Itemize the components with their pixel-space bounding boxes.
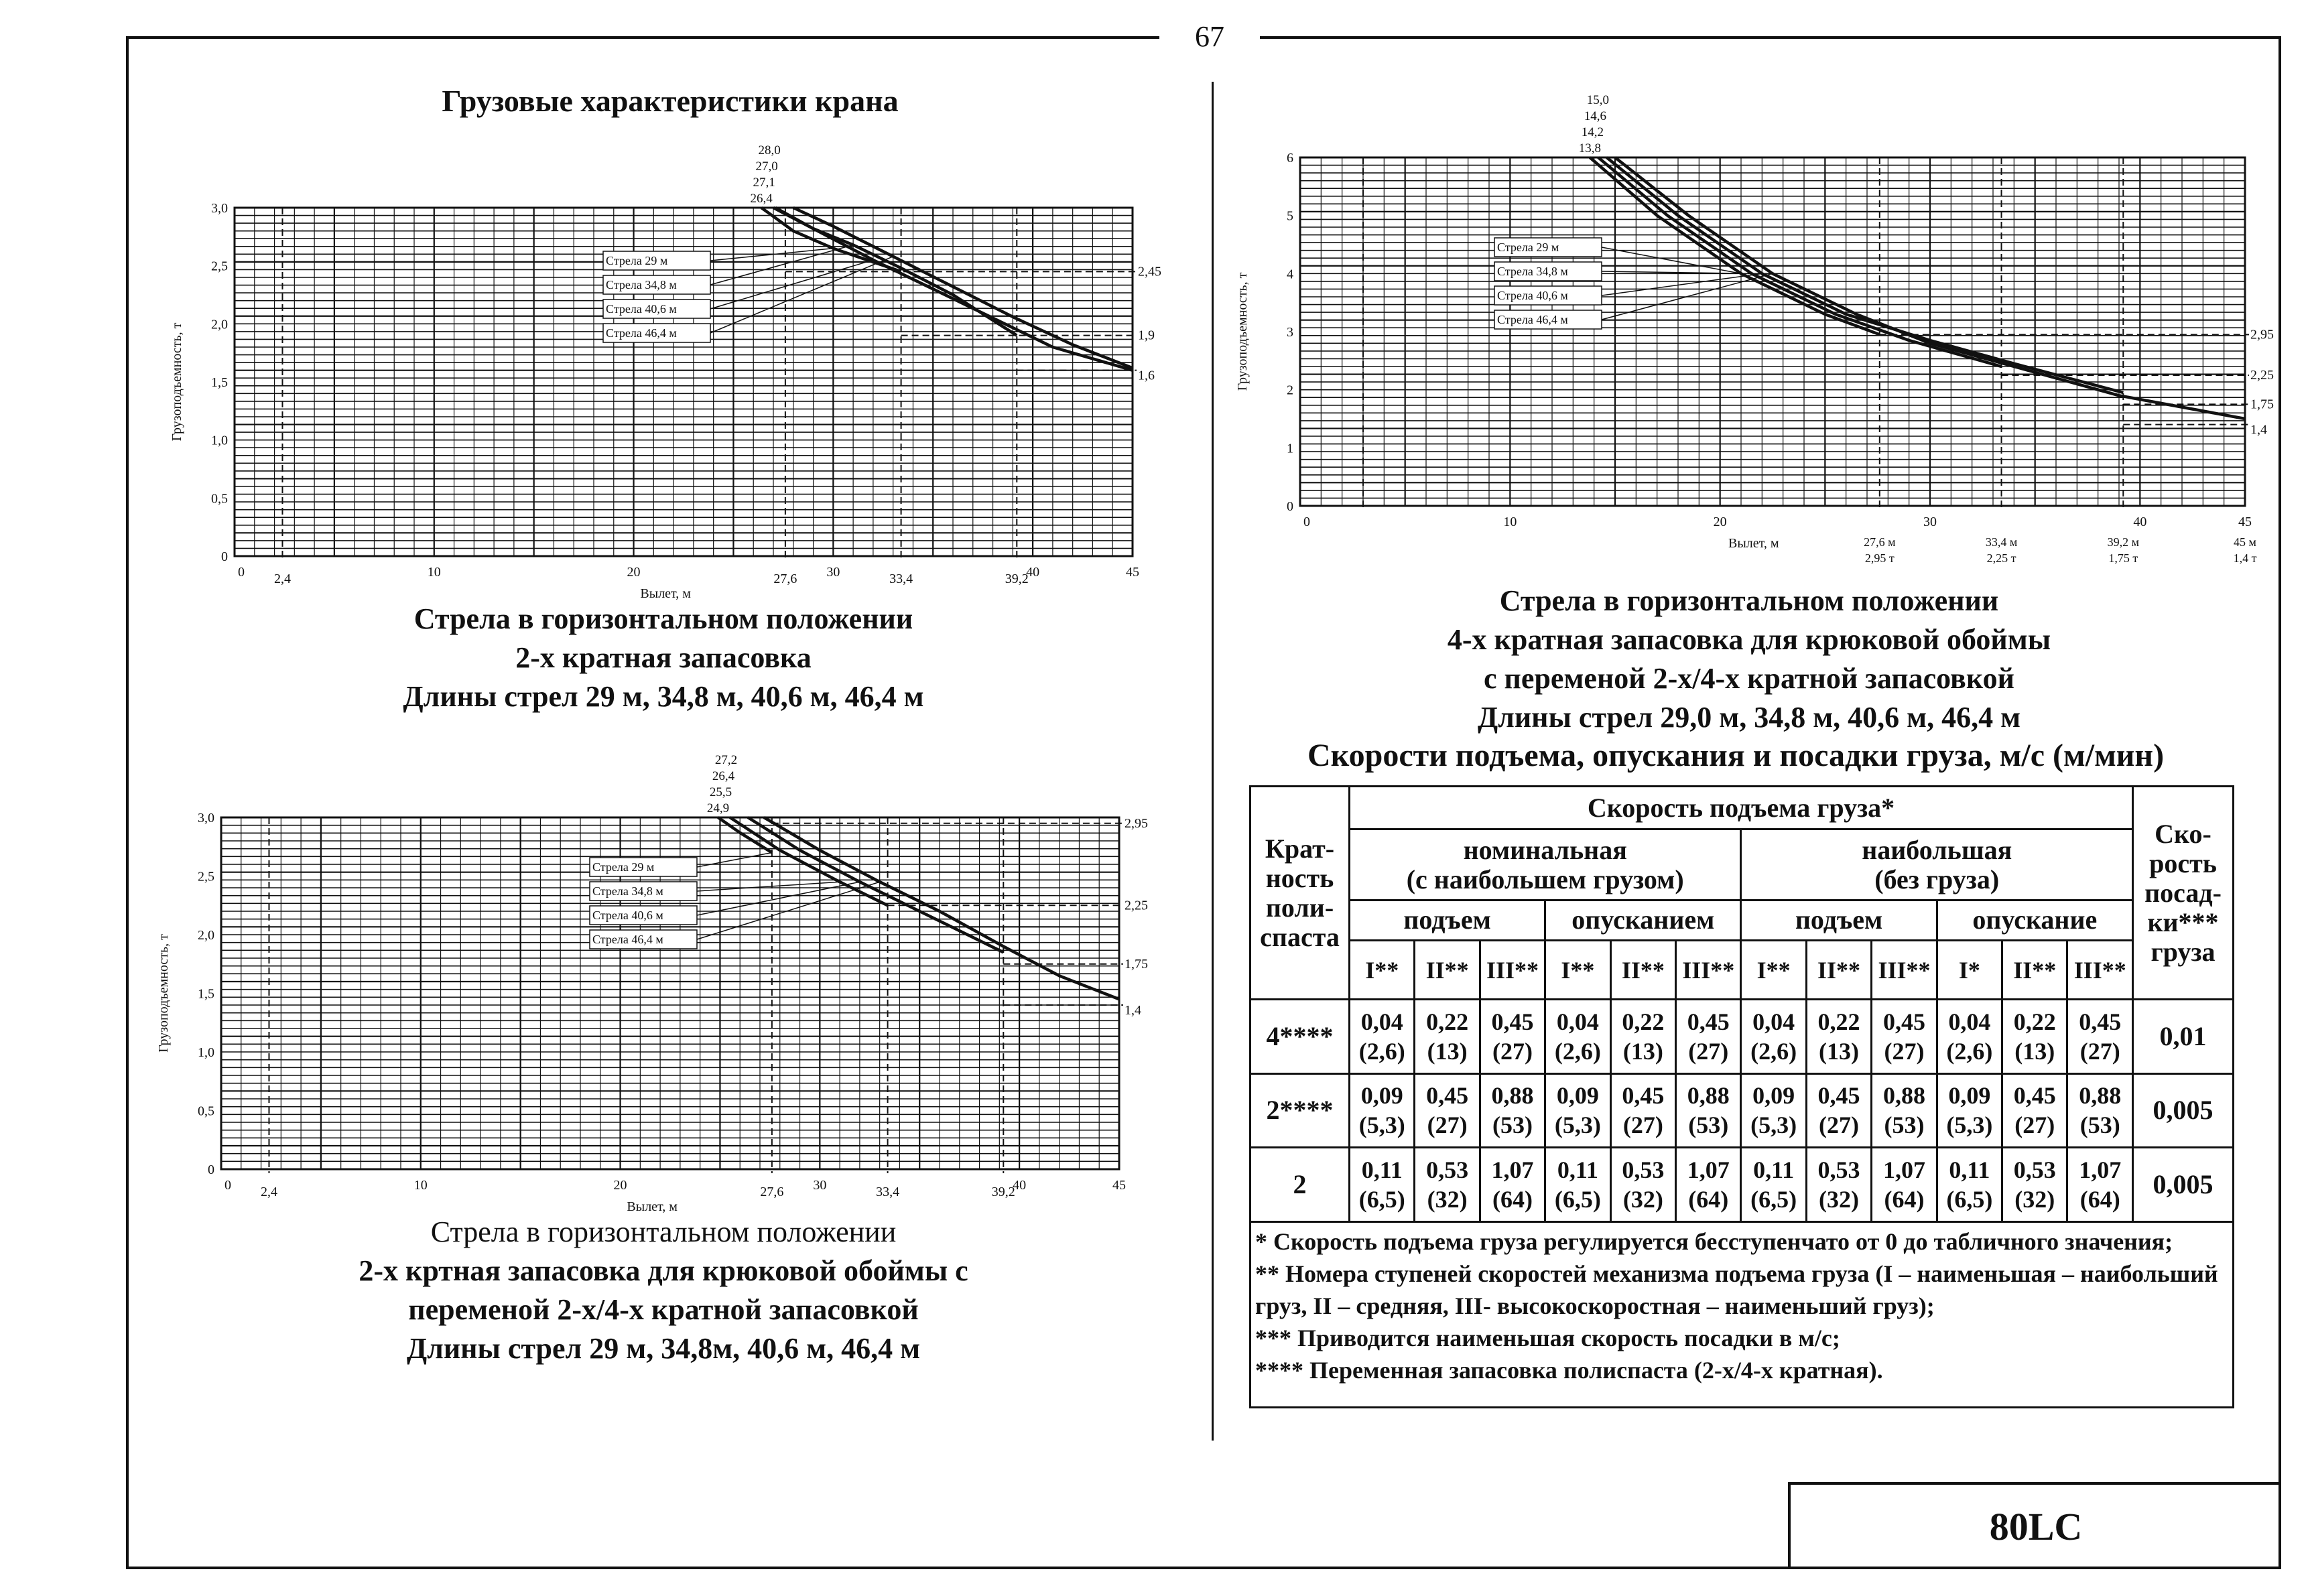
speed-cell: 0,88 (53) [1872,1073,1937,1147]
speed-cell: 0,04 (2,6) [1741,1000,1806,1073]
page-title: Грузовые характеристики крана [442,84,899,118]
y-tick-label: 1 [1287,441,1293,456]
speed-cell: 0,09 (5,3) [1937,1073,2002,1147]
y-tick-label: 2,5 [198,869,214,884]
header-text: Крат- [1265,833,1335,864]
header-max [1741,829,2133,901]
start-label: 13,8 [1578,141,1602,155]
legend-label: Стрела 40,6 м [592,909,663,922]
caption-chart-1 [261,600,1066,716]
x-tick-label: 45 [2238,515,2252,529]
legend-leader [710,257,893,333]
legend-label: Стрела 34,8 м [1497,265,1568,278]
speed-cell: 0,09 (5,3) [1741,1073,1806,1147]
reference-hline-label: 1,4 [2250,422,2267,438]
multiplicity-cell: 2**** [1250,1073,1350,1147]
y-tick-label: 0 [1287,499,1293,514]
table-notes [1250,1221,2234,1407]
page-number: 67 [1159,13,1260,60]
y-axis-label: Грузоподъемность, т [170,322,184,442]
caption-chart-2 [1334,582,2165,737]
note: *** Приводится наименьшая скорость посадки в м/с; [1255,1324,1840,1351]
gear-header: III** [2067,940,2133,999]
reference-vline-label: 2,4 [273,572,291,586]
x-axis-label: Вылет, м [627,1199,678,1214]
caption-line: Длины стрел 29,0 м, 34,8 м, 40,6 м, 46,4 м [1477,701,2021,734]
reference-hline-label: 1,6 [1138,368,1155,383]
speed-cell: 0,09 (5,3) [1350,1073,1415,1147]
caption-line: Длины стрел 29 м, 34,8м, 40,6 м, 46,4 м [406,1332,921,1365]
speed-cell: 0,09 (5,3) [1545,1073,1610,1147]
caption-line: Длины стрел 29 м, 34,8 м, 40,6 м, 46,4 м [403,680,924,713]
start-label: 15,0 [1586,93,1610,107]
series-line [764,817,1119,999]
x-tick-label: 0 [224,1178,231,1193]
landing-cell: 0,01 [2133,1000,2234,1073]
reference-hline-label: 2,95 [1125,815,1148,831]
reference-hline-label: 1,75 [1125,956,1148,972]
x-tick-label: 45 [1126,565,1139,580]
y-tick-label: 2 [1287,383,1293,398]
speed-cell: 0,45 (27) [1872,1000,1937,1073]
header-lift-max: подъем [1741,901,1937,941]
speed-cell: 0,45 (27) [1676,1000,1741,1073]
landing-cell: 0,005 [2133,1073,2234,1147]
legend-label: Стрела 34,8 м [606,278,677,291]
legend-label: Стрела 29 м [1497,241,1559,254]
speed-cell: 0,53 (32) [1806,1148,1871,1221]
legend-leader [697,882,840,891]
gear-header: III** [1480,940,1545,999]
x-tick-label: 40 [1013,1178,1027,1193]
x-tick-label: 30 [1923,515,1937,529]
multiplicity-cell: 2 [1250,1148,1350,1221]
y-tick-label: 3,0 [211,201,228,216]
chart-load-2x-variable [156,730,1206,1219]
legend-leader [710,260,873,309]
multiplicity-cell: 4**** [1250,1000,1350,1073]
caption-line: переменой 2-х/4-х кратной запасовкой [408,1293,919,1326]
speed-cell: 0,22 (13) [1610,1000,1675,1073]
legend-label: Стрела 46,4 м [592,933,663,946]
header-text: (без груза) [1874,864,2000,894]
speed-cell: 1,07 (64) [1480,1148,1545,1221]
speed-cell: 0,45 (27) [1415,1073,1480,1147]
reference-vline-label: 33,4 [889,572,913,586]
legend-label: Стрела 40,6 м [1497,289,1568,302]
header-text: ки*** [2147,907,2219,937]
speed-cell: 0,45 (27) [2067,1000,2133,1073]
header-text: ность [1265,862,1334,893]
x-tick-label: 40 [1026,565,1040,580]
speed-cell: 0,45 (27) [1480,1000,1545,1073]
speed-cell: 0,11 (6,5) [1350,1148,1415,1221]
speed-cell: 0,04 (2,6) [1545,1000,1610,1073]
speed-cell: 0,04 (2,6) [1350,1000,1415,1073]
caption-line: с переменой 2-х/4-х кратной запасовкой [1484,662,2014,695]
reference-hline-label: 2,95 [2250,327,2274,342]
x-tick-label: 30 [813,1178,827,1193]
x-tick-label: 10 [427,565,441,580]
caption-line: 2-х кртная запасовка для крюковой обоймы с [359,1254,968,1287]
y-axis-label: Грузоподъемность, т [156,934,171,1053]
y-tick-label: 2,0 [211,317,228,332]
speed-cell: 0,88 (53) [1676,1073,1741,1147]
speed-cell: 1,07 (64) [2067,1148,2133,1221]
y-tick-label: 1,5 [198,986,214,1002]
y-tick-label: 0 [221,549,228,564]
y-tick-label: 0,5 [211,491,228,507]
reference-label: 27,6 м [1864,535,1896,549]
reference-vline-label: 39,2 [1005,572,1029,586]
chart-load-2x [161,134,1206,603]
header-lift-nominal: подъем [1350,901,1545,941]
gear-header: II** [1415,940,1480,999]
reference-label: 2,25 т [1986,551,2016,565]
y-tick-label: 1,0 [211,433,228,448]
series-line [1607,157,2124,393]
header-text: спаста [1260,921,1340,952]
x-tick-label: 40 [2133,515,2147,529]
header-lowering-nominal: опусканием [1545,901,1741,941]
start-label: 25,5 [709,785,732,799]
x-tick-label: 20 [1713,515,1727,529]
reference-label: 2,95 т [1864,551,1895,565]
table-row [1250,1148,2234,1221]
speeds-table [1249,785,2234,1408]
header-text: рость [2149,848,2217,878]
header-text: поли- [1265,892,1334,923]
caption-line: 2-х кратная запасовка [515,641,812,674]
reference-label: 1,4 т [2233,551,2257,565]
speed-cell: 0,45 (27) [1806,1073,1871,1147]
reference-hline-label: 2,25 [2250,368,2274,383]
y-tick-label: 0,5 [198,1104,214,1119]
speed-cell: 0,45 (27) [2002,1073,2067,1147]
y-tick-label: 3 [1287,325,1293,340]
caption-line: Стрела в горизонтальном положении [430,1215,897,1248]
speed-cell: 0,53 (32) [1415,1148,1480,1221]
legend-label: Стрела 40,6 м [606,302,677,316]
x-axis-label: Вылет, м [640,586,691,601]
y-axis-label: Грузоподъемность, т [1235,272,1250,391]
reference-hline-label: 2,25 [1125,898,1148,913]
y-tick-label: 3,0 [198,811,214,825]
caption-line: Стрела в горизонтальном положении [413,602,913,635]
header-landing [2133,787,2234,1000]
speed-cell: 0,11 (6,5) [1937,1148,2002,1221]
gear-header: III** [1676,940,1741,999]
gear-header: II** [1610,940,1675,999]
table-row [1250,1000,2234,1073]
x-tick-label: 10 [413,1178,428,1193]
x-tick-label: 0 [238,565,245,580]
header-multiplicity [1250,787,1350,1000]
speed-cell: 0,88 (53) [1480,1073,1545,1147]
reference-vline-label: 39,2 [991,1185,1015,1199]
gear-header: I* [1937,940,2002,999]
speed-cell: 1,07 (64) [1676,1148,1741,1221]
header-lift-speed: Скорость подъема груза* [1350,787,2133,829]
series-line [793,208,1133,368]
x-tick-label: 45 [1112,1178,1126,1193]
y-tick-label: 1,0 [198,1045,214,1060]
legend-label: Стрела 34,8 м [592,884,663,898]
y-tick-label: 2,0 [198,928,214,943]
start-label: 26,4 [712,769,735,783]
legend-label: Стрела 29 м [606,254,668,267]
caption-line: Стрела в горизонтальном положении [1499,584,1999,617]
speed-cell: 0,22 (13) [1415,1000,1480,1073]
x-tick-label: 20 [613,1178,627,1193]
x-axis-label: Вылет, м [1728,536,1779,551]
landing-cell: 0,005 [2133,1148,2234,1221]
caption-chart-3 [261,1213,1066,1368]
gear-header: I** [1741,940,1806,999]
gear-header: III** [1872,940,1937,999]
start-label: 27,1 [753,176,775,190]
legend-label: Стрела 46,4 м [606,326,677,340]
table-title: Скорости подъема, опускания и посадки груза, м/с (м/мин) [1307,738,2165,773]
legend-leader [697,882,880,939]
start-label: 26,4 [750,192,773,206]
reference-hline-label: 1,9 [1138,328,1155,343]
legend-label: Стрела 46,4 м [1497,313,1568,326]
header-text: посад- [2144,877,2222,908]
series-line [718,817,772,853]
plot-frame [1300,157,2245,506]
reference-vline-label: 2,4 [260,1185,277,1199]
gear-header: I** [1545,940,1610,999]
reference-vline-label: 27,6 [760,1185,784,1199]
header-nominal [1350,829,1741,901]
y-tick-label: 4 [1287,267,1293,282]
gear-header: II** [1806,940,1871,999]
gear-header: I** [1350,940,1415,999]
note: * Скорость подъема груза регулируется бесступенчато от 0 до табличного значения; [1255,1227,2173,1255]
table-row [1250,1073,2234,1147]
reference-hline-label: 2,45 [1138,264,1161,279]
legend-leader [697,882,860,915]
header-text: груза [2151,936,2216,967]
legend-label: Стрела 29 м [592,860,655,874]
start-label: 24,9 [706,801,730,815]
column-divider [1212,82,1214,1441]
gear-header: II** [2002,940,2067,999]
chart-load-4x [1235,80,2274,590]
y-tick-label: 6 [1287,151,1293,165]
x-tick-label: 0 [1303,515,1310,529]
caption-line: 4-х кратная запасовка для крюковой обоймы [1447,623,2051,656]
reference-vline-label: 33,4 [876,1185,900,1199]
speed-cell: 0,11 (6,5) [1545,1148,1610,1221]
speed-cell: 0,11 (6,5) [1741,1148,1806,1221]
y-tick-label: 0 [208,1162,214,1177]
start-label: 27,2 [714,753,738,767]
speed-cell: 0,04 (2,6) [1937,1000,2002,1073]
header-text: (с наибольшем грузом) [1406,864,1684,894]
start-label: 14,6 [1584,109,1607,123]
start-label: 28,0 [758,143,781,157]
y-tick-label: 1,5 [211,375,228,390]
reference-vline-label: 27,6 [773,572,797,586]
model-stamp: 80LC [1788,1482,2281,1569]
note: **** Переменная запасовка полиспаста (2-х/4-х кратная). [1255,1356,1883,1384]
start-label: 14,2 [1581,125,1604,139]
speed-cell: 1,07 (64) [1872,1148,1937,1221]
reference-label: 33,4 м [1985,535,2018,549]
legend-leader [1602,273,1762,295]
speed-cell: 0,53 (32) [2002,1148,2067,1221]
reference-label: 45 м [2234,535,2256,549]
reference-hline-label: 1,4 [1125,1003,1141,1018]
x-tick-label: 10 [1503,515,1517,529]
reference-hline-label: 1,75 [2250,397,2274,412]
header-text: наибольшая [1862,834,2012,865]
legend-leader [710,245,853,285]
speed-cell: 0,53 (32) [1610,1148,1675,1221]
y-tick-label: 5 [1287,208,1293,224]
x-tick-label: 30 [826,565,840,580]
reference-label: 1,75 т [2108,551,2138,565]
reference-label: 39,2 м [2107,535,2139,549]
note: ** Номера ступеней скоростей механизма подъема груза (I – наименьшая – наибольший груз, II – средняя, III- высокоскоростная – наименьший груз); [1255,1260,2218,1319]
header-text: номинальная [1463,834,1627,865]
header-text: Ско- [2155,818,2211,849]
speed-cell: 0,88 (53) [2067,1073,2133,1147]
speed-cell: 0,22 (13) [2002,1000,2067,1073]
speed-cell: 0,45 (27) [1610,1073,1675,1147]
speed-cell: 0,22 (13) [1806,1000,1871,1073]
y-tick-label: 2,5 [211,259,228,274]
x-tick-label: 20 [627,565,641,580]
start-label: 27,0 [755,159,778,174]
header-lowering-max: опускание [1937,901,2132,941]
